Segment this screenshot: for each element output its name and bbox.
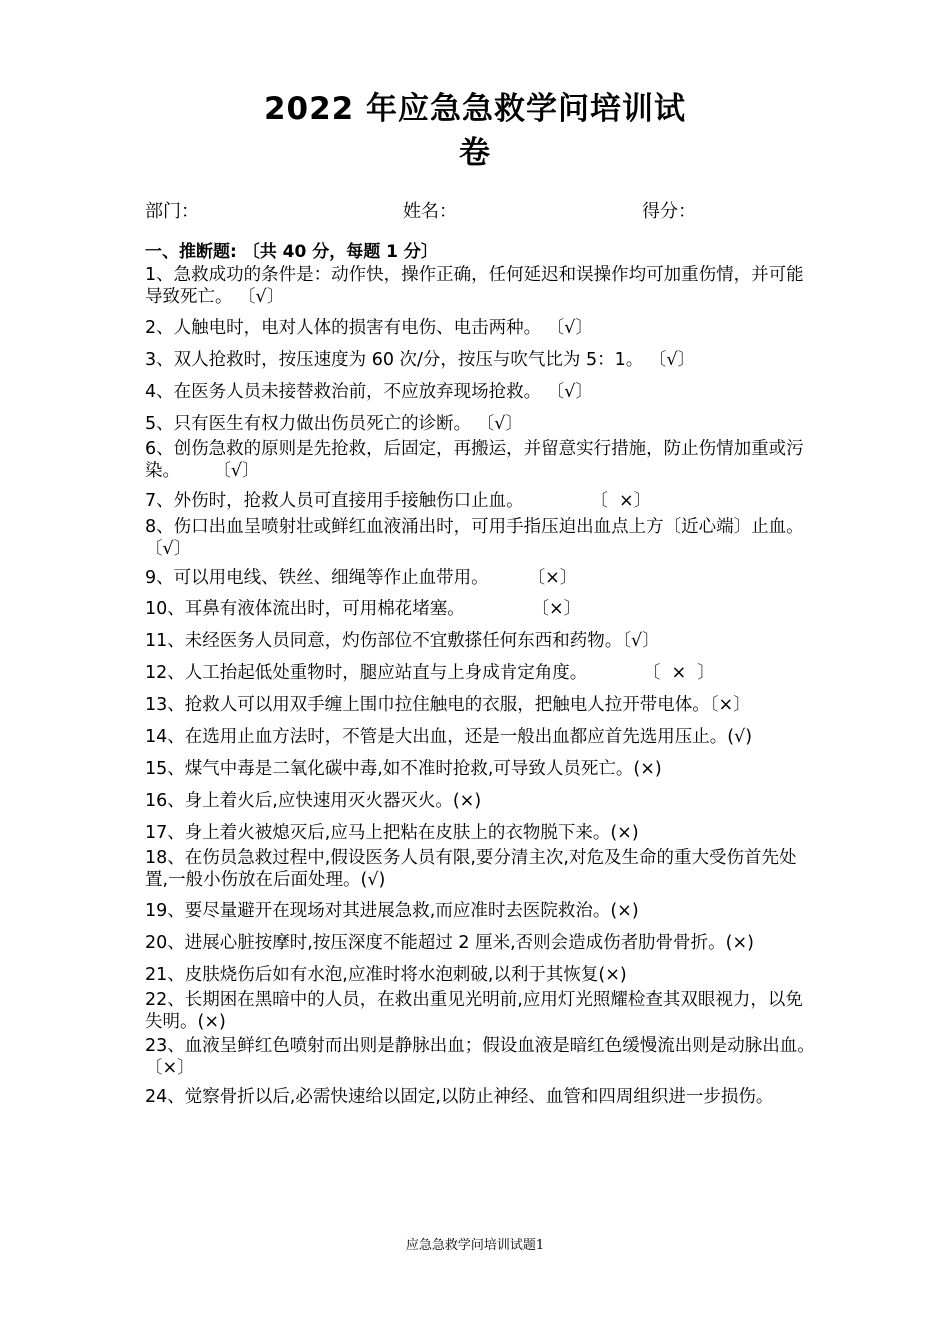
- question-item: 1、急救成功的条件是：动作快，操作正确，任何延迟和误操作均可加重伤情，并可能导致死亡。 〔√〕: [145, 265, 804, 307]
- document-title-line-1: 2022 年应急急救学问培训试: [263, 91, 687, 127]
- score-label: 得分：: [642, 201, 696, 222]
- question-item: 7、外伤时，抢救人员可直接用手接触伤口止血。 〔 ×〕: [145, 491, 652, 511]
- question-item: 4、在医务人员未接替救治前，不应放弃现场抢救。 〔√〕: [145, 382, 593, 402]
- question-item: 18、在伤员急救过程中,假设医务人员有限,要分清主次,对危及生命的重大受伤首先处置,一般小伤放在后面处理。(√): [145, 848, 797, 890]
- question-item: 20、进展心脏按摩时,按压深度不能超过 2 厘米,否则会造成伤者肋骨骨折。(×): [145, 933, 754, 953]
- document-title-line-2: 卷: [459, 135, 491, 171]
- question-item: 21、皮肤烧伤后如有水泡,应准时将水泡刺破,以利于其恢复(×): [145, 965, 627, 985]
- section-heading: 一、推断题: 〔共 40 分，每题 1 分〕: [145, 242, 438, 262]
- page-footer: 应急急救学问培训试题1: [405, 1238, 545, 1253]
- question-item: 23、血液呈鲜红色喷射而出则是静脉出血；假设血液是暗红色缓慢流出则是动脉出血。〔×〕: [145, 1036, 815, 1078]
- question-item: 17、身上着火被熄灭后,应马上把粘在皮肤上的衣物脱下来。(×): [145, 823, 639, 843]
- question-item: 2、人触电时，电对人体的损害有电伤、电击两种。 〔√〕: [145, 318, 593, 338]
- question-item: 15、煤气中毒是二氧化碳中毒,如不准时抢救,可导致人员死亡。(×): [145, 759, 662, 779]
- question-item: 3、双人抢救时，按压速度为 60 次/分，按压与吹气比为 5：1。 〔√〕: [145, 350, 695, 370]
- question-item: 10、耳鼻有液体流出时，可用棉花堵塞。 〔×〕: [145, 599, 582, 619]
- question-item: 13、抢救人可以用双手缠上围巾拉住触电的衣服，把触电人拉开带电体。〔×〕: [145, 695, 751, 715]
- question-item: 12、人工抬起低处重物时，腿应站直与上身成肯定角度。 〔 × 〕: [145, 663, 715, 683]
- question-item: 24、觉察骨折以后,必需快速给以固定,以防止神经、血管和四周组织进一步损伤。: [145, 1087, 774, 1107]
- name-label: 姓名：: [403, 201, 457, 222]
- question-item: 8、伤口出血呈喷射壮或鲜红血液涌出时，可用手指压迫出血点上方〔近心端〕止血。 〔√〕: [145, 517, 904, 559]
- department-label: 部门：: [145, 201, 199, 222]
- question-item: 5、只有医生有权力做出伤员死亡的诊断。 〔√〕: [145, 414, 523, 434]
- question-item: 16、身上着火后,应快速用灭火器灭火。(×): [145, 791, 482, 811]
- question-item: 19、要尽量避开在现场对其进展急救,而应准时去医院救治。(×): [145, 901, 639, 921]
- question-item: 9、可以用电线、铁丝、细绳等作止血带用。 〔×〕: [145, 568, 578, 588]
- info-row: [145, 197, 825, 225]
- question-item: 6、创伤急救的原则是先抢救，后固定，再搬运，并留意实行措施，防止伤情加重或污染。 〔√〕: [145, 439, 804, 481]
- question-item: 14、在选用止血方法时，不管是大出血，还是一般出血都应首先选用压止。(√): [145, 727, 753, 747]
- question-item: 22、长期困在黑暗中的人员，在救出重见光明前,应用灯光照耀检查其双眼视力，以免失明。(×): [145, 990, 803, 1032]
- question-item: 11、未经医务人员同意，灼伤部位不宜敷搽任何东西和药物。〔√〕: [145, 631, 660, 651]
